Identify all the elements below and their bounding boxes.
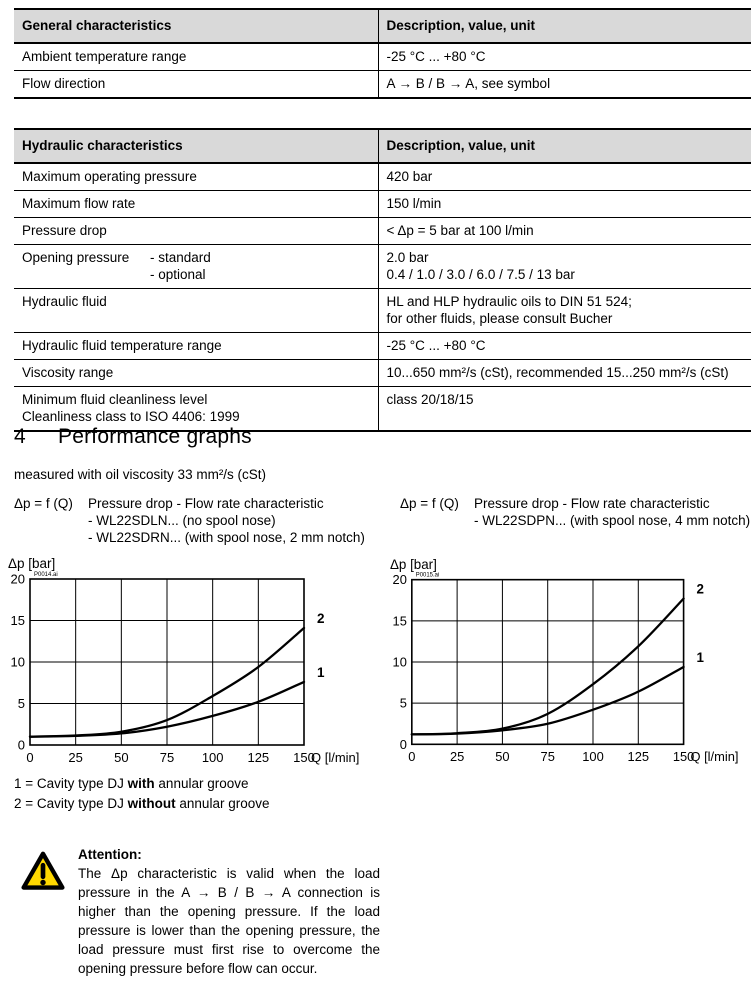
curve-legend	[14, 774, 269, 814]
table-header-row	[14, 9, 751, 43]
pressure-drop-chart-right	[390, 555, 755, 767]
section-title: Performance graphs	[58, 425, 252, 448]
general-characteristics-table	[14, 8, 751, 99]
y-tick-label: 5	[17, 696, 25, 711]
table-header-cell: Description, value, unit	[378, 129, 751, 163]
row-label-cell: Ambient temperature range	[14, 43, 378, 71]
warning-triangle-icon	[20, 845, 78, 978]
row-label-cell: Hydraulic fluid	[14, 289, 378, 333]
curve-label-1: 1	[696, 649, 704, 665]
section-number: 4	[14, 425, 26, 448]
measured-note: measured with oil viscosity 33 mm²/s (cSt)	[14, 467, 267, 482]
table-row	[14, 360, 751, 387]
table-row	[14, 333, 751, 360]
curve-label-1: 1	[317, 664, 325, 680]
y-tick-label: 15	[10, 613, 25, 628]
legend-line-1: 1 = Cavity type DJ with annular groove	[14, 776, 249, 791]
y-tick-label: 0	[399, 736, 407, 752]
x-tick-label: 150	[672, 749, 695, 765]
y-tick-label: 10	[10, 654, 25, 670]
x-tick-label: 100	[582, 749, 604, 765]
row-label-cell: Maximum flow rate	[14, 191, 378, 218]
row-label-cell: Hydraulic fluid temperature range	[14, 333, 378, 360]
table-row	[14, 43, 751, 71]
x-tick-label: 75	[540, 749, 555, 765]
section-heading	[14, 425, 252, 449]
y-tick-label: 10	[392, 654, 407, 670]
row-value-cell: class 20/18/15	[386, 392, 474, 407]
y-tick-label: 20	[392, 572, 407, 588]
row-value-cell: 420 bar	[378, 163, 751, 191]
row-label-cell: Minimum fluid cleanliness level Cleanliness class to ISO 4406: 1999	[14, 387, 378, 432]
x-tick-label: 50	[495, 749, 510, 765]
table-row	[14, 163, 751, 191]
x-tick-label: 100	[201, 750, 224, 765]
plot-file-label: P0015.ai	[415, 572, 440, 579]
y-axis-label: Δp [bar]	[8, 556, 56, 571]
y-axis-label: Δp [bar]	[390, 556, 437, 572]
row-value-cell: 10...650 mm²/s (cSt), recommended 15...250 mm²/s (cSt)	[378, 360, 751, 387]
x-tick-label: 0	[408, 749, 416, 765]
table-header-cell: Description, value, unit	[378, 9, 751, 43]
left-chart-caption-lines: Pressure drop - Flow rate characteristic - WL22SDLN... (no spool nose) - WL22SDRN... (with spool nose, 2 mm notch)	[88, 496, 365, 545]
table-row	[14, 191, 751, 218]
table-row	[14, 245, 751, 289]
legend-line-2: 2 = Cavity type DJ without annular groove	[14, 796, 270, 811]
x-tick-label: 25	[68, 750, 83, 765]
row-value-cell: -25 °C ... +80 °C	[378, 333, 751, 360]
table-row	[14, 218, 751, 245]
hydraulic-characteristics-table	[14, 128, 751, 432]
table-row	[14, 71, 751, 99]
y-tick-label: 5	[399, 695, 407, 711]
plot-file-label: P0014.ai	[34, 572, 58, 578]
x-tick-label: 125	[627, 749, 650, 765]
right-chart-caption-lines: Pressure drop - Flow rate characteristic - WL22SDPN... (with spool nose, 4 mm notch)	[474, 496, 751, 528]
row-value-cell: A → B / B → A, see symbol	[386, 76, 551, 91]
row-label-cell: Opening pressure - standard - optional	[14, 245, 378, 289]
x-axis-label: Q [l/min]	[690, 749, 739, 765]
pressure-drop-chart-left	[8, 555, 376, 767]
row-value-cell: HL and HLP hydraulic oils to DIN 51 524; for other fluids, please consult Bucher	[378, 289, 751, 333]
x-tick-label: 50	[114, 750, 129, 765]
attention-title: Attention:	[78, 847, 142, 862]
row-value-cell: 150 l/min	[378, 191, 751, 218]
row-label-cell: Maximum operating pressure	[14, 163, 378, 191]
right-chart-caption	[400, 495, 755, 529]
table-header-cell: General characteristics	[14, 9, 378, 43]
table-row	[14, 289, 751, 333]
row-value-cell: < Δp = 5 bar at 100 l/min	[378, 218, 751, 245]
curve-label-2: 2	[317, 610, 325, 626]
y-tick-label: 15	[392, 613, 407, 629]
dp-fq-label: Δp = f (Q)	[14, 496, 73, 511]
x-tick-label: 75	[159, 750, 175, 765]
row-value-cell: 2.0 bar 0.4 / 1.0 / 3.0 / 6.0 / 7.5 / 13 bar	[378, 245, 751, 289]
y-tick-label: 0	[17, 737, 25, 753]
attention-block	[20, 845, 382, 978]
left-chart-caption	[14, 495, 386, 546]
x-tick-label: 25	[449, 749, 465, 765]
table-header-row	[14, 129, 751, 163]
table-header-cell: Hydraulic characteristics	[14, 129, 378, 163]
attention-body: The Δp characteristic is valid when the load pressure in the A → B / B → A connection is higher than the opening pressure. If the load pressure is lower than the opening pressure, the load pressure must first rise to overcome the opening pressure before flow can occur.	[78, 866, 380, 976]
curve-label-2: 2	[696, 581, 704, 597]
row-value-cell: -25 °C ... +80 °C	[378, 43, 751, 71]
x-tick-label: 125	[247, 750, 270, 765]
y-tick-label: 20	[10, 571, 25, 587]
row-label-cell: Flow direction	[14, 71, 378, 99]
x-tick-label: 150	[293, 750, 315, 765]
x-tick-label: 0	[26, 750, 34, 765]
x-axis-label: Q [l/min]	[311, 750, 360, 765]
dp-fq-label: Δp = f (Q)	[400, 496, 459, 511]
row-label-cell: Viscosity range	[14, 360, 378, 387]
row-label-cell: Pressure drop	[14, 218, 378, 245]
